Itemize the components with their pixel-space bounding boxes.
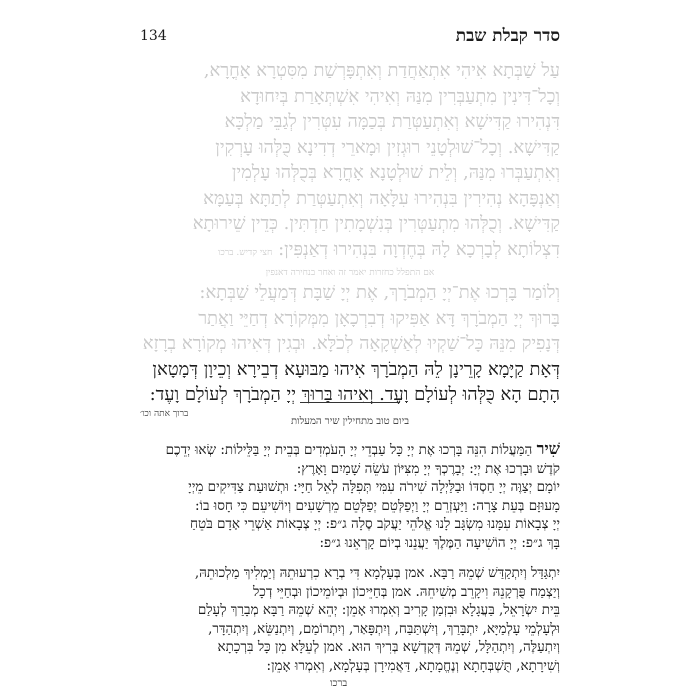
- kaddish-line: וְיִתְעַלֶּה, וְיִתְהַלָּל, שְׁמֵהּ דְּקֻדְשָׁא בְּרִיךְ הוּא. אמן לְעֵלָּא מִן כָּל בִּרְכָתָא: [217, 639, 560, 655]
- footer-next-word: ברכו: [330, 678, 348, 689]
- dark-line: הָתָם הָא כֻּלְּהוּ לְעוֹלָם וָעֶד. וְאִיהוּ בָּרוּךְ יְיָ הַמְבֹרָךְ לְעוֹלָם וָעֶד:: [149, 384, 560, 405]
- faded-line: וְאַנְפָּהָא נְהִירִין בִּנְהִירוּ עִלָּאָה וְאִתְעַטְּרַת לְתַתָּא בְּעַמָּא: [203, 187, 560, 209]
- dark-note: ברוך אתה וכו׳: [140, 408, 189, 419]
- psalm-line: [140, 440, 560, 460]
- faded-line: קַדִּישָׁא. וְכָל־שׁוּלְטָנֵי רוּגְזִין וּמָארֵי דְדִינָא כֻּלְּהוּ עָרְקִין: [215, 136, 560, 158]
- faded-line: וְאִתְעַבְּרוּ מִנַּהּ, וְלֵית שׁוּלְטָנָא אָחֳרָא בְּכֻלְּהוּ עָלְמִין: [231, 162, 560, 183]
- psalm-line: בָּךְ ג״פ: יְיָ הוֹשִׁיעָה הַמֶּלֶךְ יַעֲנֵנוּ בְיוֹם קָרְאֵנוּ ג״פ:: [319, 534, 560, 551]
- page-title: סדר קבלת שבת: [455, 26, 560, 46]
- kaddish-block: [140, 564, 560, 675]
- psalm-line: קֹדֶשׁ וּבָרְכוּ אֶת יְיָ: יְבָרֶכְךָ יְיָ מִצִּיּוֹן עֹשֵׂה שָׁמַיִם וָאָרֶץ:: [296, 460, 560, 477]
- faded-instruction: אם התפלל כחזרות יאמר זה ואחר בנחירה דאנפין: [265, 268, 435, 278]
- page-header: [140, 26, 560, 50]
- section-heading: ביום טוב מתחילין שיר המעלות: [290, 416, 410, 427]
- faded-line: [140, 237, 560, 267]
- kaddish-line: וְיַצְמַח פֻּרְקָנֵהּ וִיקָרֵב מְשִׁיחֵהּ. אמן בְּחַיֵּיכוֹן וּבְיוֹמֵיכוֹן וּבְחַיֵּי דְכָל: [252, 583, 560, 600]
- kaddish-line: בֵּית יִשְׂרָאֵל, בַּעֲגָלָא וּבִזְמַן קָרִיב וְאִמְרוּ אָמֵן: יְהֵא שְׁמֵהּ רַבָּא מְבָרַךְ לְעָלַם: [197, 602, 560, 618]
- faded-line-text: דִצְלוֹתָא לְבָרְכָא לָהּ בְּחֶדְוָה בִּנְהִירוּ דְאַנְפִּין:: [278, 238, 560, 260]
- faded-line: וְלוֹמַר בָּרְכוּ אֶת־יְיָ הַמְבֹרָךְ, אֶת יְיָ שַׁבָּת דְּמַעֲלֵי שַׁבְּתָא:: [199, 282, 560, 303]
- psalm-line-text: הַמַּעֲלוֹת הִנֵּה בָּרְכוּ אֶת יְיָ כָּל עַבְדֵי יְיָ הָעֹמְדִים בְּבֵית יְיָ בַּלֵּילוֹת: שְׂאוּ יְדֵכֶם: [165, 442, 533, 458]
- psalm-line: יְיָ צְבָאוֹת עִמָּנוּ מִשְׂגָּב לָנוּ אֱלֹהֵי יַעֲקֹב סֶלָה ג״פ: יְיָ צְבָאוֹת אַשְׁרֵי אָדָם בֹּטֵחַ: [190, 516, 560, 532]
- zohar-passage: [140, 58, 560, 420]
- faded-line: בָּרוּךְ יְיָ הַמְבֹרָךְ דָּא אַפִּיקוּ דְבִרְכָאָן מִמְּקוֹרָא דְחַיֵּי וַאֲתַר: [198, 307, 560, 329]
- faded-line: דְּנָפִיק מִנֵּהּ כָּל־שַׁקְיוּ לְאַשְׁקָאָה לְכֹלָּא. וּבְגִין דְּאִיהוּ מְקוֹרָא בְרָזָא: [142, 333, 560, 354]
- page-number: 134: [140, 28, 167, 44]
- faded-line: וְכָל־דִּינִין מִתְעַבְּרִין מִנַּהּ וְאִיהִי אִשְׁתְּאָרַת בְּיִחוּדָא: [240, 85, 560, 107]
- faded-line: עַל שַׁבְּתָא אִיהִי אִתְאַחֲדַת וְאִתְפָּרְשַׁת מִסִּטְרָא אָחֳרָא,: [203, 60, 560, 81]
- section-divider: [300, 402, 400, 403]
- faded-line: קַדִּישָׁא. וְכֻלְּהוּ מִתְעַטְּרִין בְּנִשְׁמָתִין חַדְתִּין. כְּדֵין שֵׁירוּתָא: [192, 213, 560, 234]
- faded-line: דִּנְהִירוּ קַדִּישָׁא וְאִתְעַטְּרַת בְּכַמָּה עִטְּרִין לְגַבֵּי מַלְכָּא: [224, 111, 560, 132]
- dark-line: דְּאָת קַיָּמָא קָרֵינָן לֵהּ הַמְבֹרָךְ אִיהוּ מַבּוּעָא דְבֵירָא וְכֵיוָן דְּמָטָאן: [152, 358, 560, 380]
- psalm-line: מָעוּזָּם בְּעֵת צָרָה: וַיַּעְזְרֵם יְיָ וַיְפַלְּטֵם יְפַלְּטֵם מֵרְשָׁעִים וְיוֹשִׁיעֵם כִּי חָסוּ בוֹ:: [194, 497, 560, 514]
- kaddish-line: וּלְעָלְמֵי עָלְמַיָּא, יִתְבָּרַךְ, וְיִשְׁתַּבַּח, וְיִתְפָּאַר, וְיִתְרוֹמַם, וְיִתְנַשֵּׂא, וְיִתְהַדָּר,: [208, 620, 560, 637]
- psalm-line: יוֹמָם יְצַוֶּה יְיָ חַסְדּוֹ וּבַלַּיְלָה שִׁירֹה עִמִּי תְּפִלָּה לְאֵל חַיָּי: וּתְשׁוּעַת צַדִּיקִים מֵיְיָ: [188, 479, 560, 495]
- psalm-first-word: שִׁיר: [536, 440, 560, 458]
- psalm-block: [140, 440, 560, 552]
- faded-note: חצי קדיש. ברכו: [218, 247, 273, 258]
- kaddish-line: יִתְגַּדַּל וְיִתְקַדַּשׁ שְׁמֵהּ רַבָּא. אמן בְּעָלְמָא דִּי בְרָא כִרְעוּתֵהּ וְיַמְלִיךְ מַלְכוּתֵהּ,: [194, 565, 560, 581]
- kaddish-line: וְשִׁירָתָא, תֻּשְׁבְּחָתָא וְנֶחֱמָתָא, דַּאֲמִירָן בְּעָלְמָא, וְאִמְרוּ אָמֵן:: [266, 657, 560, 674]
